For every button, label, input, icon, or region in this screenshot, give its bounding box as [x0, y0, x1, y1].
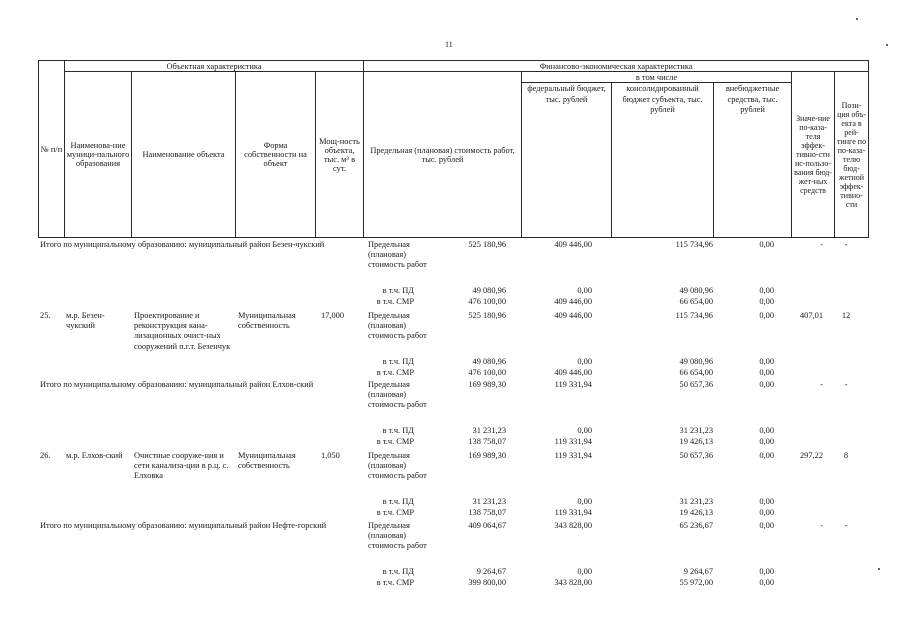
pd-consolidated: 31 231,23	[679, 426, 713, 435]
pd-extrabudget: 0,00	[759, 426, 774, 435]
cell-extrabudget: 0,00	[759, 311, 774, 320]
smr-label: в т.ч. СМР	[376, 437, 414, 446]
header-object: Наименование объекта	[132, 72, 236, 238]
pd-extrabudget: 0,00	[759, 567, 774, 576]
cell-federal: 119 331,94	[554, 451, 592, 460]
pd-extrabudget: 0,00	[759, 286, 774, 295]
cell-total: 169 989,30	[468, 380, 506, 389]
scan-speck	[878, 568, 880, 570]
cell-efficiency: -	[820, 521, 823, 530]
smr-consolidated: 19 426,13	[679, 437, 713, 446]
smr-federal: 409 446,00	[554, 297, 592, 306]
smr-label: в т.ч. СМР	[376, 578, 414, 587]
smr-consolidated: 66 654,00	[679, 297, 713, 306]
cell-ownership: Муниципальная собственность	[238, 311, 296, 331]
smr-extrabudget: 0,00	[759, 508, 774, 517]
pd-consolidated: 9 264,67	[683, 567, 713, 576]
cell-municipality: м.р. Безен-чукский	[66, 311, 105, 331]
table-row-item-26	[38, 451, 868, 521]
pd-extrabudget: 0,00	[759, 357, 774, 366]
pd-total: 49 080,96	[472, 357, 506, 366]
cell-federal: 409 446,00	[554, 311, 592, 320]
total-label: Итого по муниципальному образованию: муниципальный район Нефте-горский	[40, 521, 327, 530]
smr-federal: 409 446,00	[554, 368, 592, 377]
smr-federal: 119 331,94	[554, 437, 592, 446]
header-object-group: Объектная характеристика	[65, 61, 364, 72]
cell-extrabudget: 0,00	[759, 240, 774, 249]
header-capacity: Мощ-ность объекта, тыс. м³ в сут.	[316, 72, 364, 238]
smr-total: 138 758,07	[468, 437, 506, 446]
smr-total: 476 100,00	[468, 297, 506, 306]
header-finance-group: Финансово-экономическая характеристика	[364, 61, 869, 72]
cell-federal: 119 331,94	[554, 380, 592, 389]
header-efficiency: Значе-ние по-каза-теля эффек-тивно-сти ис-пользо-вания бюд-жет-ных средств	[792, 72, 835, 238]
limit-label: Предельная (плановая) стоимость работ	[368, 380, 427, 410]
smr-extrabudget: 0,00	[759, 297, 774, 306]
table-body	[38, 240, 868, 591]
table-row-total-elkhovka	[38, 380, 868, 451]
smr-consolidated: 55 972,00	[679, 578, 713, 587]
header-no: № п/п	[39, 61, 65, 238]
smr-label: в т.ч. СМР	[376, 297, 414, 306]
cell-consolidated: 115 734,96	[675, 240, 713, 249]
pd-label: в т.ч. ПД	[382, 567, 414, 576]
pd-federal: 0,00	[577, 357, 592, 366]
cell-position: -	[844, 240, 848, 249]
cell-efficiency: -	[820, 380, 823, 389]
pd-label: в т.ч. ПД	[382, 357, 414, 366]
smr-consolidated: 66 654,00	[679, 368, 713, 377]
total-label: Итого по муниципальному образованию: муниципальный район Безен-чукский	[40, 240, 325, 249]
table-header	[38, 60, 869, 238]
cell-efficiency: 297,22	[799, 451, 823, 460]
header-position: Пози-ция объ-екта в рей-тинге по по-каза-телю бюд-жетной эффек-тивно-сти	[835, 72, 869, 238]
smr-extrabudget: 0,00	[759, 578, 774, 587]
pd-consolidated: 49 080,96	[679, 286, 713, 295]
header-consolidated: консолидированный бюджет субъекта, тыс. рублей	[612, 83, 714, 238]
limit-label: Предельная (плановая) стоимость работ	[368, 451, 427, 481]
page-number: 11	[445, 40, 453, 49]
header-federal: федеральный бюджет, тыс. рублей	[522, 83, 612, 238]
pd-consolidated: 49 080,96	[679, 357, 713, 366]
header-municipality: Наименова-ние муници-пального образования	[65, 72, 132, 238]
cell-consolidated: 50 657,36	[679, 451, 713, 460]
cell-extrabudget: 0,00	[759, 451, 774, 460]
smr-label: в т.ч. СМР	[376, 508, 414, 517]
smr-federal: 119 331,94	[554, 508, 592, 517]
header-ownership: Форма собственности на объект	[236, 72, 316, 238]
smr-total: 399 800,00	[468, 578, 506, 587]
pd-extrabudget: 0,00	[759, 497, 774, 506]
pd-total: 31 231,23	[472, 497, 506, 506]
cell-efficiency: -	[820, 240, 823, 249]
cell-extrabudget: 0,00	[759, 380, 774, 389]
pd-total: 9 264,67	[476, 567, 506, 576]
cell-total: 525 180,96	[468, 240, 506, 249]
cell-total: 409 064,67	[468, 521, 506, 530]
scan-speck	[886, 44, 888, 46]
smr-total: 138 758,07	[468, 508, 506, 517]
cell-ownership: Муниципальная собственность	[238, 451, 296, 471]
cell-municipality: м.р. Елхов-ский	[66, 451, 123, 460]
smr-extrabudget: 0,00	[759, 368, 774, 377]
cell-no: 26.	[40, 451, 51, 460]
limit-label: Предельная (плановая) стоимость работ	[368, 240, 427, 270]
smr-extrabudget: 0,00	[759, 437, 774, 446]
smr-federal: 343 828,00	[554, 578, 592, 587]
cell-total: 169 989,30	[468, 451, 506, 460]
pd-federal: 0,00	[577, 567, 592, 576]
cell-object: Очистные сооруже-ния и сети канализа-ции в р.ц. с. Елховка	[134, 451, 229, 481]
scan-speck	[856, 18, 858, 20]
cell-position: -	[844, 380, 848, 389]
cell-consolidated: 65 236,67	[679, 521, 713, 530]
total-label: Итого по муниципальному образованию: муниципальный район Елхов-ский	[40, 380, 314, 389]
limit-label: Предельная (плановая) стоимость работ	[368, 521, 427, 551]
cell-consolidated: 115 734,96	[675, 311, 713, 320]
cell-object: Проектирование и реконструкция кана-лизационных очист-ных сооружений п.г.т. Безенчук	[134, 311, 231, 351]
smr-label: в т.ч. СМР	[376, 368, 414, 377]
pd-federal: 0,00	[577, 426, 592, 435]
pd-label: в т.ч. ПД	[382, 286, 414, 295]
cell-capacity: 1,050	[321, 451, 340, 460]
pd-total: 49 080,96	[472, 286, 506, 295]
cell-federal: 409 446,00	[554, 240, 592, 249]
limit-label: Предельная (плановая) стоимость работ	[368, 311, 427, 341]
cell-position: -	[844, 521, 848, 530]
cell-position: 12	[841, 311, 851, 320]
cell-efficiency: 407,01	[799, 311, 823, 320]
pd-consolidated: 31 231,23	[679, 497, 713, 506]
header-including: в том числе	[522, 72, 792, 83]
pd-total: 31 231,23	[472, 426, 506, 435]
pd-label: в т.ч. ПД	[382, 497, 414, 506]
table-row-item-25	[38, 311, 868, 380]
pd-federal: 0,00	[577, 497, 592, 506]
table-row-total-bezenchuk	[38, 240, 868, 311]
cell-no: 25.	[40, 311, 51, 320]
cell-consolidated: 50 657,36	[679, 380, 713, 389]
cell-position: 8	[843, 451, 849, 460]
pd-federal: 0,00	[577, 286, 592, 295]
cell-federal: 343 828,00	[554, 521, 592, 530]
cell-extrabudget: 0,00	[759, 521, 774, 530]
header-extrabudget: внебюджетные средства, тыс. рублей	[714, 83, 792, 238]
pd-label: в т.ч. ПД	[382, 426, 414, 435]
cell-capacity: 17,000	[321, 311, 345, 320]
smr-consolidated: 19 426,13	[679, 508, 713, 517]
header-total: Предельная (плановая) стоимость работ, тыс. рублей	[364, 72, 522, 238]
table-row-total-neftegorsk	[38, 521, 868, 591]
smr-total: 476 100,00	[468, 368, 506, 377]
cell-total: 525 180,96	[468, 311, 506, 320]
